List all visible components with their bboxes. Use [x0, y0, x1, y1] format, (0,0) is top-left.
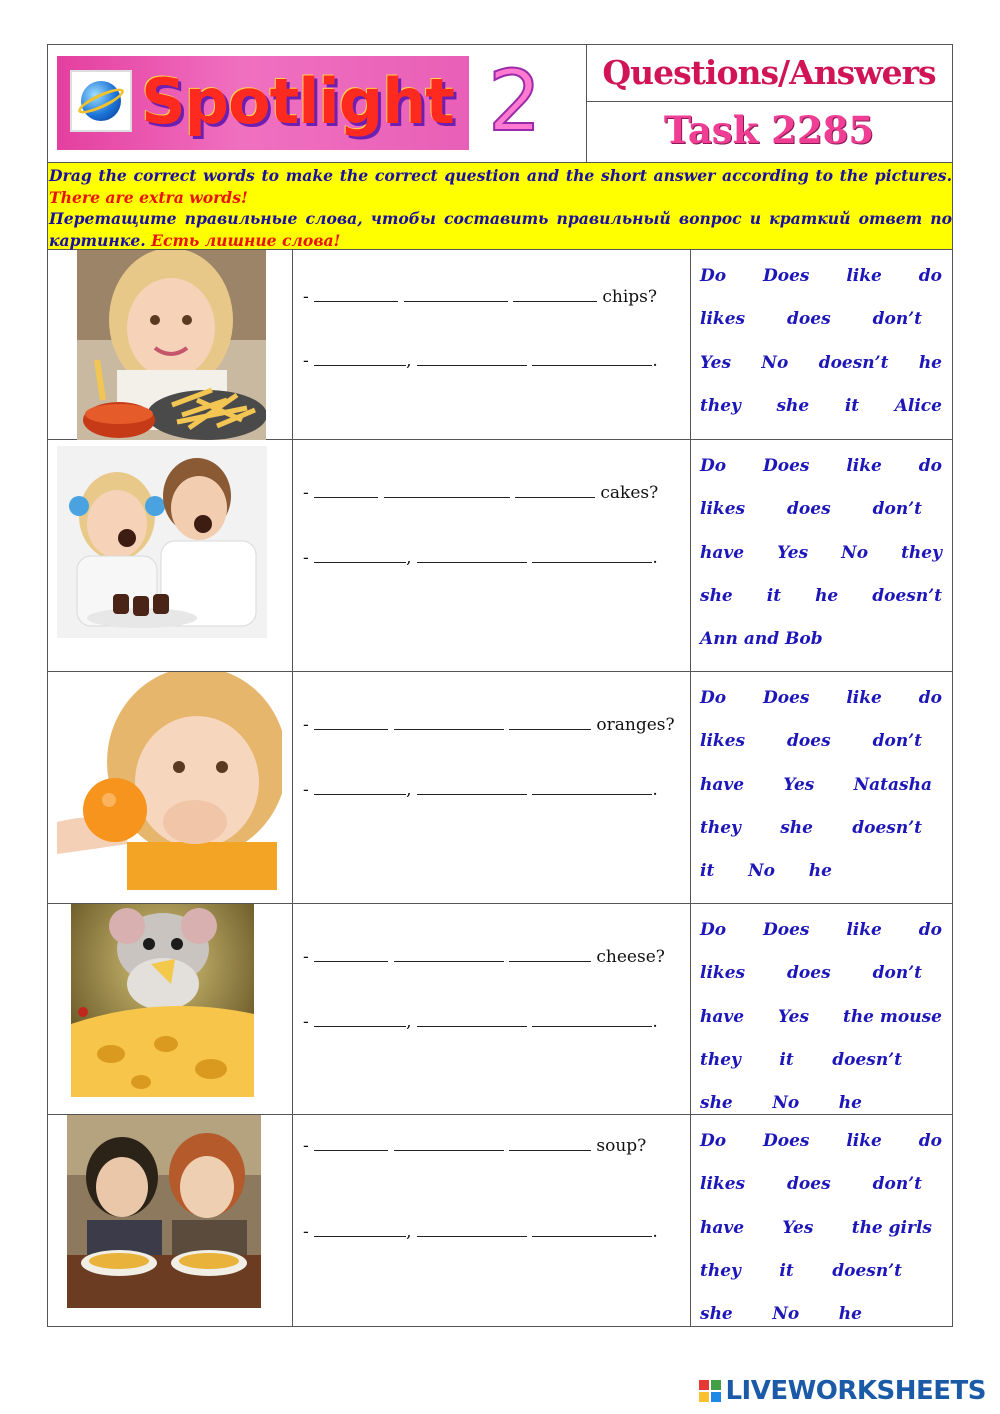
question-blank-1[interactable]: [314, 1136, 388, 1151]
word-chip[interactable]: she: [780, 818, 813, 838]
answer-blank-1[interactable]: [314, 1222, 406, 1237]
logo-number: 2: [488, 52, 542, 150]
word-chip[interactable]: No: [841, 543, 869, 563]
exercise-row-1: [48, 250, 952, 440]
word-chip[interactable]: No: [748, 861, 775, 881]
picture-cell: [48, 1115, 293, 1326]
word-chip[interactable]: Yes: [777, 543, 809, 563]
word-chip[interactable]: Natasha: [853, 775, 932, 795]
word-chip[interactable]: do: [918, 688, 942, 708]
word-chip[interactable]: they: [901, 543, 942, 563]
instructions-en-extra: There are extra words!: [49, 187, 248, 207]
word-chip[interactable]: she: [700, 1304, 733, 1324]
word-chip[interactable]: Does: [762, 456, 810, 476]
answer-blank-3[interactable]: [532, 780, 652, 795]
answer-blank-2[interactable]: [417, 780, 527, 795]
instructions: [48, 163, 952, 250]
answer-line: - , .: [303, 351, 658, 371]
spotlight-logo: [57, 56, 469, 150]
exercise-row-2: [48, 440, 952, 672]
question-blank-2[interactable]: [404, 287, 508, 302]
girl-refusing-orange-image: [57, 672, 282, 890]
word-chip[interactable]: don’t: [872, 1174, 922, 1194]
word-chip[interactable]: don’t: [872, 731, 922, 751]
question-blank-1[interactable]: [314, 947, 388, 962]
word-bank: [691, 904, 952, 1114]
word-chip[interactable]: do: [918, 456, 942, 476]
picture-cell: [48, 904, 293, 1114]
word-chip[interactable]: Alice: [894, 396, 942, 416]
question-blank-3[interactable]: [509, 1136, 591, 1151]
answer-blank-3[interactable]: [532, 1222, 652, 1237]
picture-cell: [48, 250, 293, 439]
page-title: Questions/Answers: [586, 45, 952, 102]
answer-blank-1[interactable]: [314, 1012, 406, 1027]
word-chip[interactable]: Ann and Bob: [700, 629, 823, 649]
picture-cell: [48, 440, 293, 671]
word-chip[interactable]: No: [772, 1304, 800, 1324]
question-end: soup?: [596, 1136, 647, 1156]
word-chip[interactable]: it: [779, 1261, 794, 1281]
question-answer-cell: [293, 672, 691, 903]
mouse-with-cheese-image: [71, 904, 254, 1097]
answer-line: - , .: [303, 1012, 658, 1032]
word-chip[interactable]: does: [787, 309, 831, 329]
word-chip[interactable]: doesn’t: [852, 818, 922, 838]
word-chip[interactable]: likes: [700, 1174, 746, 1194]
question-blank-2[interactable]: [394, 715, 504, 730]
word-chip[interactable]: does: [787, 731, 831, 751]
word-chip[interactable]: have: [700, 1007, 745, 1027]
worksheet: [47, 44, 953, 1327]
picture-cell: [48, 672, 293, 903]
word-chip[interactable]: it: [779, 1050, 794, 1070]
exercise-row-5: [48, 1115, 952, 1326]
word-chip[interactable]: don’t: [872, 499, 922, 519]
answer-blank-3[interactable]: [532, 548, 652, 563]
instructions-en: Drag the correct words to make the correct question and the short answer according to the pictures. There are extra words!: [49, 166, 952, 207]
word-chip[interactable]: doesn’t: [832, 1261, 902, 1281]
word-chip[interactable]: Do: [700, 920, 727, 940]
word-chip[interactable]: Does: [762, 266, 810, 286]
word-chip[interactable]: Yes: [783, 775, 815, 795]
question-line: - cheese?: [303, 947, 665, 967]
question-answer-cell: [293, 1115, 691, 1326]
word-chip[interactable]: have: [700, 543, 745, 563]
word-chip[interactable]: have: [700, 1218, 745, 1238]
word-chip[interactable]: have: [700, 775, 745, 795]
question-answer-cell: [293, 440, 691, 671]
word-chip[interactable]: likes: [700, 309, 746, 329]
brand-name: LIVEWORKSHEETS: [725, 1376, 986, 1406]
children-eating-cakes-image: [57, 446, 267, 638]
word-chip[interactable]: Does: [762, 688, 810, 708]
answer-line: - , .: [303, 548, 658, 568]
word-chip[interactable]: Do: [700, 456, 727, 476]
word-chip[interactable]: she: [776, 396, 810, 416]
word-bank: [691, 250, 952, 439]
word-chip[interactable]: the girls: [851, 1218, 932, 1238]
word-chip[interactable]: Does: [762, 1131, 810, 1151]
word-chip[interactable]: do: [918, 1131, 942, 1151]
word-chip[interactable]: like: [846, 920, 882, 940]
word-chip[interactable]: don’t: [872, 963, 922, 983]
word-chip[interactable]: No: [761, 353, 789, 373]
question-blank-1[interactable]: [314, 483, 378, 498]
word-chip[interactable]: it: [844, 396, 860, 416]
word-chip[interactable]: he: [815, 586, 839, 606]
answer-blank-1[interactable]: [314, 780, 406, 795]
word-chip[interactable]: likes: [700, 731, 746, 751]
globe-icon: [70, 70, 132, 132]
word-chip[interactable]: doesn’t: [872, 586, 942, 606]
worksheet-header: [48, 45, 952, 163]
question-answer-cell: [293, 250, 691, 439]
word-chip[interactable]: they: [700, 396, 741, 416]
word-chip[interactable]: Yes: [700, 353, 732, 373]
question-blank-2[interactable]: [394, 947, 504, 962]
question-end: cheese?: [596, 947, 665, 967]
word-chip[interactable]: like: [846, 266, 882, 286]
word-chip[interactable]: No: [772, 1093, 800, 1113]
word-chip[interactable]: do: [918, 266, 942, 286]
question-end: cakes?: [600, 483, 659, 503]
word-bank: [691, 672, 952, 903]
exercise-row-3: [48, 672, 952, 904]
liveworksheets-mark-icon: [699, 1380, 721, 1402]
answer-blank-2[interactable]: [417, 1012, 527, 1027]
question-blank-2[interactable]: [394, 1136, 504, 1151]
answer-blank-1[interactable]: [314, 548, 406, 563]
word-chip[interactable]: doesn’t: [832, 1050, 902, 1070]
question-answer-cell: [293, 904, 691, 1114]
answer-blank-3[interactable]: [532, 351, 652, 366]
word-chip[interactable]: he: [838, 1304, 862, 1324]
liveworksheets-logo[interactable]: [699, 1376, 986, 1406]
word-chip[interactable]: does: [787, 1174, 831, 1194]
word-chip[interactable]: like: [846, 456, 882, 476]
word-chip[interactable]: doesn’t: [818, 353, 889, 373]
question-blank-2[interactable]: [384, 483, 510, 498]
word-chip[interactable]: they: [700, 818, 741, 838]
answer-line: - , .: [303, 780, 658, 800]
word-bank: [691, 1115, 952, 1326]
word-chip[interactable]: do: [918, 920, 942, 940]
question-blank-1[interactable]: [314, 715, 388, 730]
word-chip[interactable]: like: [846, 1131, 882, 1151]
word-chip[interactable]: they: [700, 1050, 741, 1070]
word-chip[interactable]: does: [787, 499, 831, 519]
task-number: Task 2285: [663, 108, 875, 152]
word-chip[interactable]: Do: [700, 266, 727, 286]
logo-cell: [48, 45, 587, 162]
answer-blank-2[interactable]: [417, 1222, 527, 1237]
answer-blank-1[interactable]: [314, 351, 406, 366]
word-chip[interactable]: likes: [700, 499, 746, 519]
word-chip[interactable]: Does: [762, 920, 810, 940]
word-chip[interactable]: like: [846, 688, 882, 708]
question-blank-3[interactable]: [513, 287, 597, 302]
question-end: oranges?: [596, 715, 675, 735]
question-end: chips?: [602, 287, 658, 307]
word-chip[interactable]: it: [766, 586, 782, 606]
girls-with-soup-image: [67, 1115, 261, 1308]
question-line: - chips?: [303, 287, 658, 307]
word-chip[interactable]: she: [700, 586, 733, 606]
word-chip[interactable]: does: [787, 963, 831, 983]
word-chip[interactable]: he: [808, 861, 832, 881]
word-bank: [691, 440, 952, 671]
question-blank-3[interactable]: [509, 947, 591, 962]
word-chip[interactable]: likes: [700, 963, 746, 983]
word-chip[interactable]: they: [700, 1261, 741, 1281]
instructions-ru: Перетащите правильные слова, чтобы составить правильный вопрос и краткий ответ по картинке. Есть лишние слова!: [49, 209, 952, 250]
question-line: - soup?: [303, 1136, 647, 1156]
instructions-ru-extra: Есть лишние слова!: [151, 230, 341, 250]
answer-blank-2[interactable]: [417, 351, 527, 366]
answer-blank-2[interactable]: [417, 548, 527, 563]
word-chip[interactable]: he: [838, 1093, 862, 1113]
word-chip[interactable]: Yes: [782, 1218, 814, 1238]
question-blank-1[interactable]: [314, 287, 398, 302]
word-chip[interactable]: Do: [700, 1131, 727, 1151]
title-cell: [586, 45, 952, 162]
question-line: - oranges?: [303, 715, 675, 735]
word-chip[interactable]: he: [918, 353, 942, 373]
word-chip[interactable]: she: [700, 1093, 733, 1113]
word-chip[interactable]: Do: [700, 688, 727, 708]
answer-line: - , .: [303, 1222, 658, 1242]
exercise-row-4: [48, 904, 952, 1115]
logo-word: Spotlight: [141, 65, 454, 138]
question-blank-3[interactable]: [515, 483, 595, 498]
word-chip[interactable]: Yes: [778, 1007, 810, 1027]
question-line: - cakes?: [303, 483, 659, 503]
word-chip[interactable]: don’t: [872, 309, 922, 329]
question-blank-3[interactable]: [509, 715, 591, 730]
answer-blank-3[interactable]: [532, 1012, 652, 1027]
girl-eating-chips-image: [77, 250, 266, 440]
word-chip[interactable]: it: [700, 861, 715, 881]
word-chip[interactable]: the mouse: [842, 1007, 942, 1027]
